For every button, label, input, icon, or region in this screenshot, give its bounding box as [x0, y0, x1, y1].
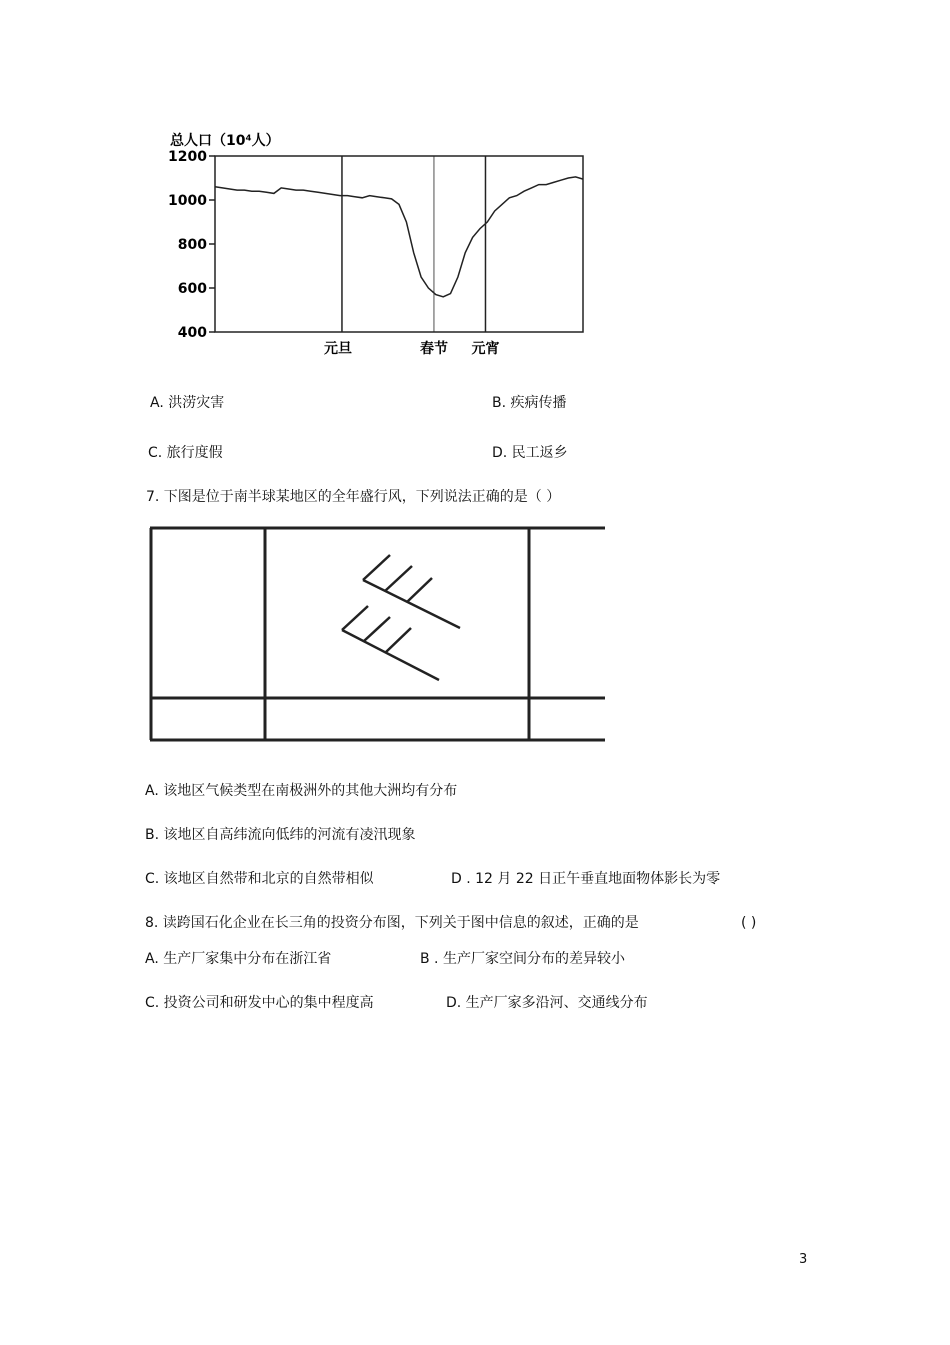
q8-option-b[interactable]: B . 生产厂家空间分布的差异较小: [420, 951, 625, 967]
y-axis-title: 总人口（10⁴人）: [170, 133, 280, 149]
q6-option-b[interactable]: B. 疾病传播: [492, 395, 567, 411]
prevailing-wind-diagram: [145, 520, 607, 745]
y-tick-label: 400: [177, 325, 207, 341]
q7-option-b[interactable]: B. 该地区自高纬流向低纬的河流有凌汛现象: [145, 827, 416, 843]
x-axis-label: 元宵: [471, 341, 500, 357]
y-tick-label: 600: [177, 281, 207, 297]
page-number: 3: [799, 1252, 808, 1267]
q7-option-a[interactable]: A. 该地区气候类型在南极洲外的其他大洲均有分布: [145, 783, 458, 799]
q6-option-a[interactable]: A. 洪涝灾害: [150, 395, 225, 411]
wind-arrow-upper: [363, 555, 460, 628]
q6-option-d[interactable]: D. 民工返乡: [492, 445, 568, 461]
q8-option-d[interactable]: D. 生产厂家多沿河、交通线分布: [446, 995, 648, 1011]
q7-option-d[interactable]: D . 12 月 22 日正午垂直地面物体影长为零: [451, 871, 721, 887]
q7-stem: 7. 下图是位于南半球某地区的全年盛行风，下列说法正确的是（ ）: [146, 489, 561, 505]
q8-option-c[interactable]: C. 投资公司和研发中心的集中程度高: [145, 995, 374, 1011]
plot-frame: [215, 156, 583, 332]
q8-option-a[interactable]: A. 生产厂家集中分布在浙江省: [145, 951, 332, 967]
population-series-line: [215, 177, 583, 297]
q6-option-c[interactable]: C. 旅行度假: [148, 445, 223, 461]
q7-option-c[interactable]: C. 该地区自然带和北京的自然带相似: [145, 871, 374, 887]
population-line-chart: [160, 125, 600, 360]
q8-stem: 8. 读跨国石化企业在长三角的投资分布图，下列关于图中信息的叙述，正确的是: [145, 915, 639, 931]
x-axis-label: 元旦: [323, 341, 352, 357]
x-axis-label: 春节: [419, 341, 448, 357]
y-tick-label: 800: [177, 237, 207, 253]
y-tick-label: 1000: [168, 193, 207, 209]
y-tick-label: 1200: [168, 149, 207, 165]
q8-answer-paren: ( ): [741, 915, 757, 931]
wind-arrow-lower: [342, 606, 439, 680]
